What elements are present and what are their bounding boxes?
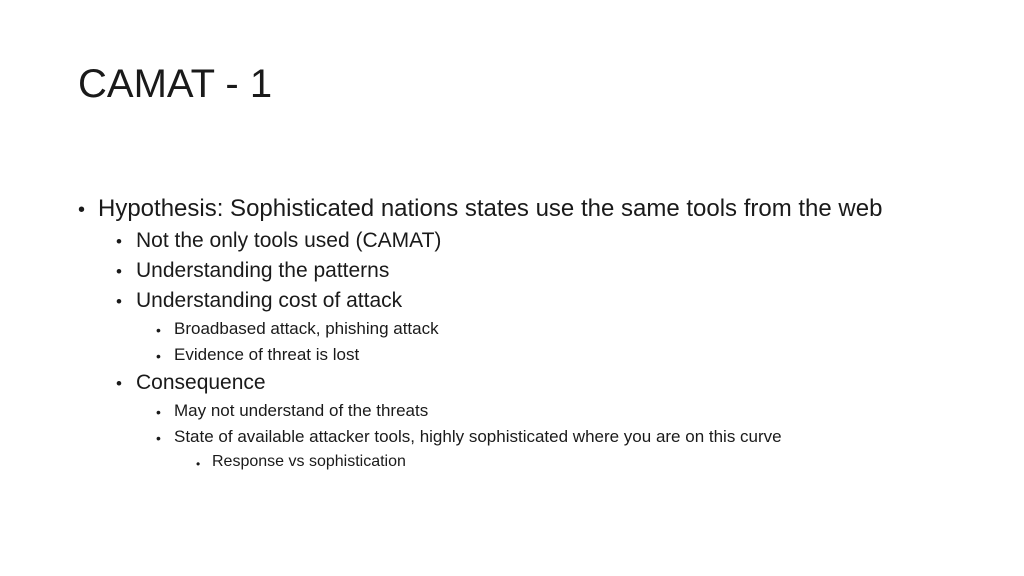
bullet-list — [78, 195, 958, 471]
bullet-text: Response vs sophistication — [212, 453, 406, 470]
bullet-text: Understanding the patterns — [136, 259, 390, 282]
bullet-text: Consequence — [136, 371, 266, 394]
bullet-text: Not the only tools used (CAMAT) — [136, 229, 442, 252]
bullet-item-consequence — [78, 371, 958, 395]
bullet-item-state-of-tools — [78, 427, 958, 447]
bullet-icon: • — [116, 292, 122, 311]
slide-title: CAMAT - 1 — [78, 62, 273, 106]
bullet-text: Broadbased attack, phishing attack — [174, 319, 439, 338]
bullet-text: State of available attacker tools, highly sophisticated where you are on this curve — [174, 427, 782, 446]
bullet-icon: • — [156, 430, 161, 446]
bullet-icon: • — [78, 199, 86, 221]
bullet-text: Understanding cost of attack — [136, 289, 403, 312]
bullet-text: Hypothesis: Sophisticated nations states use the same tools from the web — [98, 195, 883, 222]
bullet-item-patterns — [78, 259, 958, 283]
bullet-icon: • — [156, 404, 161, 420]
bullet-icon: • — [156, 322, 161, 338]
bullet-icon: • — [116, 262, 122, 281]
bullet-icon: • — [116, 232, 122, 251]
bullet-item-evidence-lost — [78, 345, 958, 365]
bullet-item-broadbased — [78, 319, 958, 339]
bullet-item-cost-of-attack — [78, 289, 958, 313]
bullet-icon: • — [116, 374, 122, 393]
bullet-item-response-vs-sophistication — [78, 453, 958, 471]
bullet-item-not-only-tools — [78, 229, 958, 253]
bullet-text: Evidence of threat is lost — [174, 345, 360, 364]
bullet-icon: • — [156, 348, 161, 364]
bullet-item-hypothesis — [78, 195, 958, 223]
bullet-text: May not understand of the threats — [174, 401, 429, 420]
bullet-icon: • — [196, 457, 201, 471]
bullet-item-may-not-understand — [78, 401, 958, 421]
